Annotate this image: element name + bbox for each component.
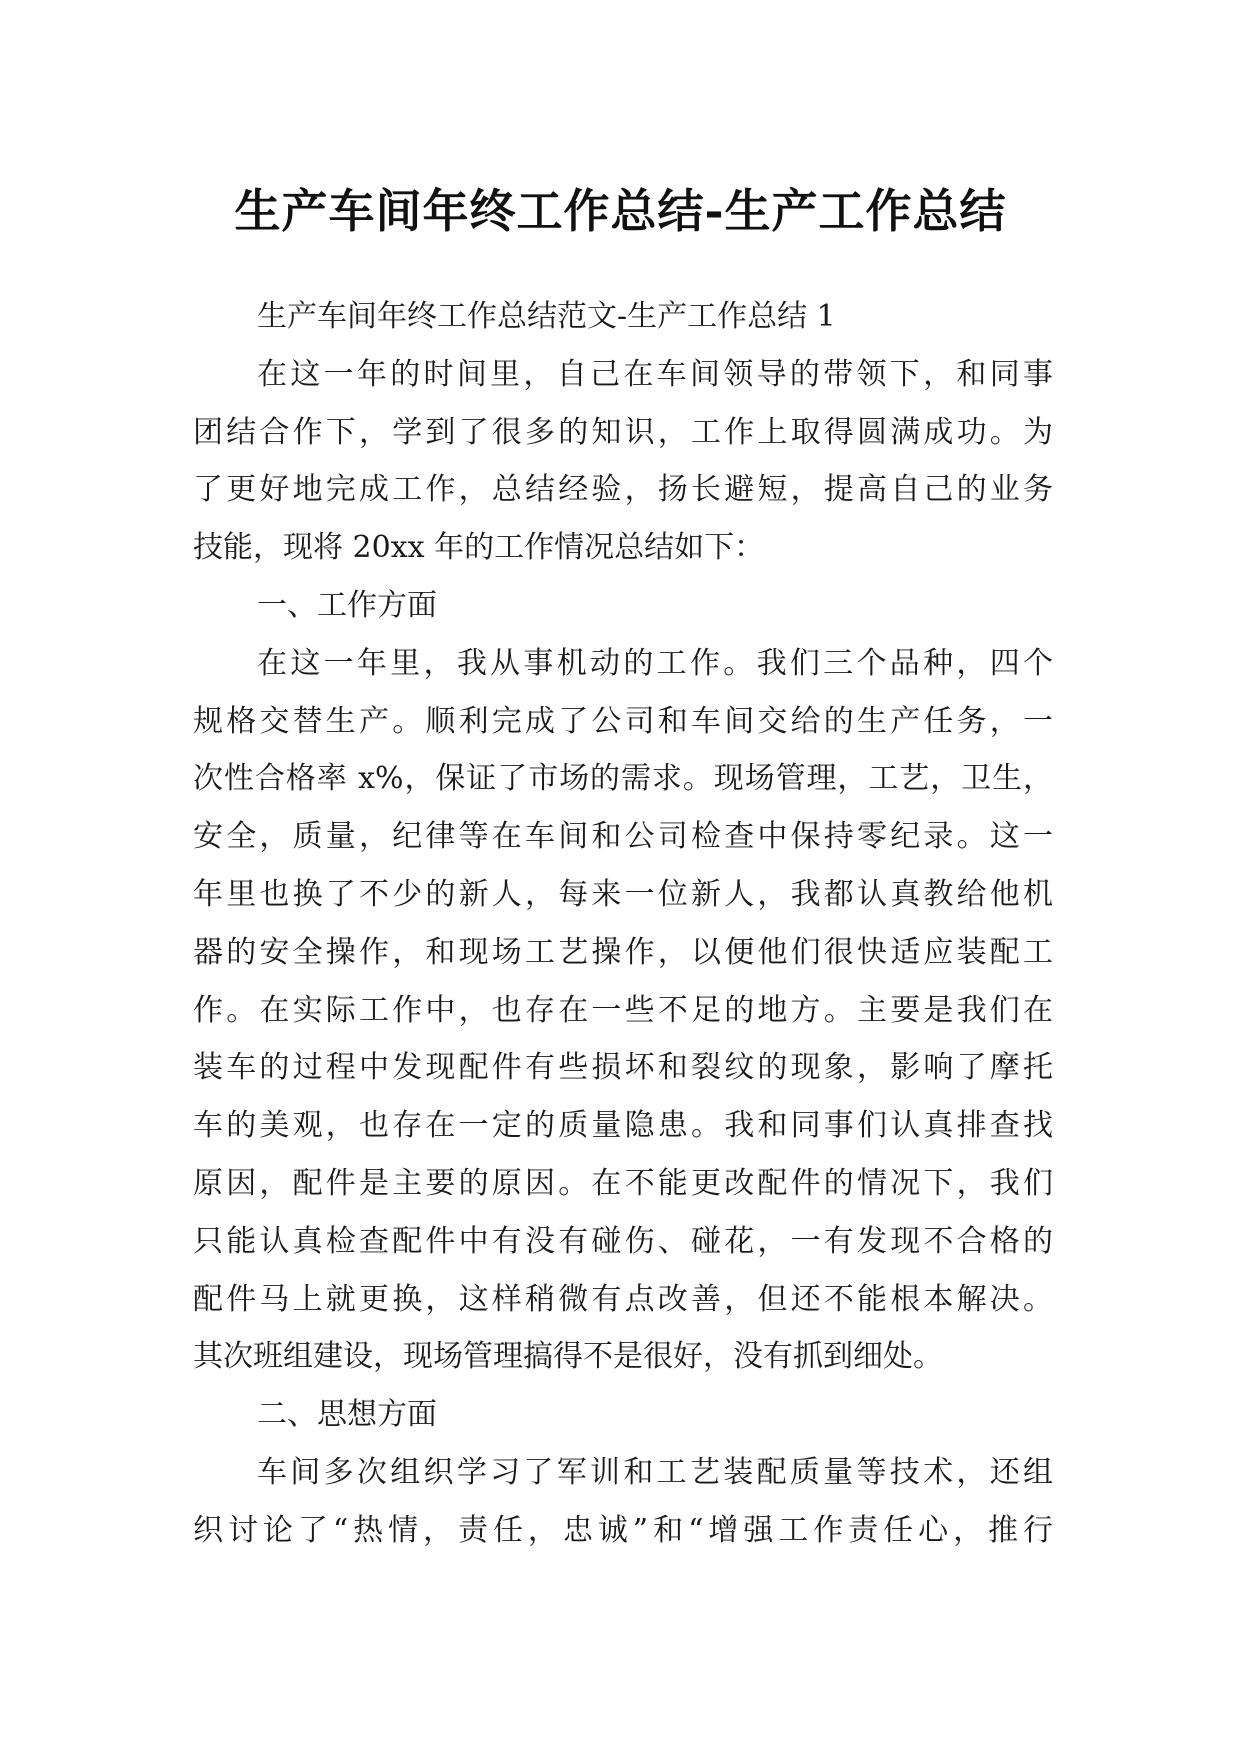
paragraph-line: 织讨论了“热情，责任，忠诚”和“增强工作责任心，推行 [193, 1512, 1053, 1548]
paragraph-line: 团结合作下，学到了很多的知识，工作上取得圆满成功。为 [193, 414, 1053, 450]
document-body [193, 288, 1053, 1560]
paragraph-line: 原因，配件是主要的原因。在不能更改配件的情况下，我们 [193, 1165, 1053, 1201]
paragraph-line: 技能，现将 20xx 年的工作情况总结如下： [193, 530, 765, 566]
paragraph-line: 车的美观，也存在一定的质量隐患。我和同事们认真排查找 [193, 1108, 1053, 1144]
paragraph-line: 在这一年里，我从事机动的工作。我们三个品种，四个 [257, 645, 1053, 681]
document-title: 生产车间年终工作总结-生产工作总结 [234, 183, 1007, 238]
paragraph-line: 装车的过程中发现配件有些损坏和裂纹的现象，影响了摩托 [193, 1050, 1053, 1086]
paragraph-line: 年里也换了不少的新人，每来一位新人，我都认真教给他机 [193, 876, 1053, 912]
paragraph-line: 在这一年的时间里，自己在车间领导的带领下，和同事 [257, 356, 1053, 392]
section-heading: 二、思想方面 [257, 1397, 437, 1433]
subtitle-line: 生产车间年终工作总结范文-生产工作总结 1 [257, 299, 836, 334]
paragraph-line: 作。在实际工作中，也存在一些不足的地方。主要是我们在 [193, 992, 1053, 1028]
paragraph-line: 配件马上就更换，这样稍微有点改善，但还不能根本解决。 [193, 1281, 1053, 1317]
paragraph-line: 只能认真检查配件中有没有碰伤、碰花，一有发现不合格的 [193, 1223, 1053, 1259]
paragraph-line: 车间多次组织学习了军训和工艺装配质量等技术，还组 [257, 1454, 1053, 1490]
paragraph-line: 安全，质量，纪律等在车间和公司检查中保持零纪录。这一 [193, 819, 1053, 855]
paragraph-line: 其次班组建设，现场管理搞得不是很好，没有抓到细处。 [193, 1339, 943, 1375]
section-heading: 一、工作方面 [257, 587, 437, 623]
paragraph-line: 次性合格率 x%，保证了市场的需求。现场管理，工艺，卫生， [193, 761, 1053, 797]
paragraph-line: 规格交替生产。顺利完成了公司和车间交给的生产任务，一 [193, 703, 1053, 739]
paragraph-line: 了更好地完成工作，总结经验，扬长避短，提高自己的业务 [193, 472, 1053, 508]
paragraph-line: 器的安全操作，和现场工艺操作，以便他们很快适应装配工 [193, 934, 1053, 970]
